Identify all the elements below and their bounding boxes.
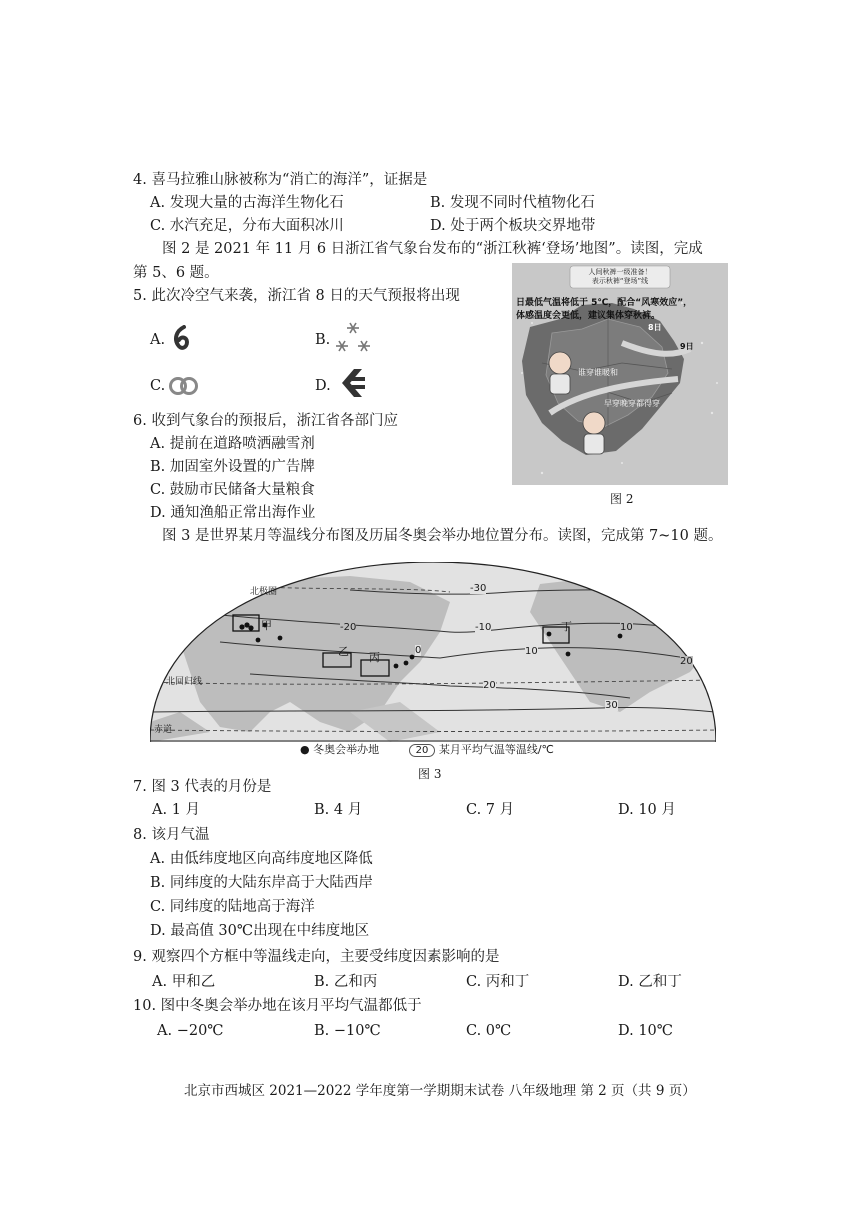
q7-option-a: A. 1 月 bbox=[152, 802, 201, 818]
q8-stem: 8. 该月气温 bbox=[133, 827, 210, 843]
snow-icon bbox=[332, 320, 374, 354]
q8-option-c: C. 同纬度的陆地高于海洋 bbox=[150, 899, 315, 915]
fig2-intro-line1: 图 2 是 2021 年 11 月 6 日浙江省气象台发布的“浙江秋裤‘登场’地图”。读图，完成 bbox=[162, 241, 703, 257]
legend-isotherm-sample: 20 bbox=[409, 744, 436, 757]
q10-option-b: B. −10℃ bbox=[314, 1023, 381, 1039]
arctic-circle-label: 北极圈 bbox=[250, 587, 278, 597]
q9-option-c: C. 丙和丁 bbox=[466, 974, 530, 990]
world-isotherm-map bbox=[150, 562, 716, 742]
fig2-banner-legend: 表示秋裤“登场”线 bbox=[591, 277, 649, 285]
q7-option-b: B. 4 月 bbox=[314, 802, 363, 818]
fig3-caption: 图 3 bbox=[418, 767, 442, 781]
q7-stem: 7. 图 3 代表的月份是 bbox=[133, 779, 272, 795]
q4-option-d: D. 处于两个板块交界地带 bbox=[430, 218, 596, 234]
q6-option-a: A. 提前在道路喷洒融雪剂 bbox=[150, 436, 315, 452]
q4-option-a: A. 发现大量的古海洋生物化石 bbox=[150, 195, 344, 211]
legend-olympic-sites: ● 冬奥会举办地 bbox=[300, 743, 380, 756]
q5-option-c: C. bbox=[150, 378, 166, 394]
fig2-day9: 9日 bbox=[680, 342, 694, 351]
q5-option-b: B. bbox=[315, 332, 331, 348]
isotherm-label: 20 bbox=[680, 656, 693, 667]
q6-option-c: C. 鼓励市民储备大量粮食 bbox=[150, 482, 315, 498]
equator-label: 赤道 bbox=[154, 725, 173, 735]
isotherm-label: 30 bbox=[605, 700, 618, 711]
isotherm-label: -20 bbox=[340, 622, 357, 633]
fig3-box-yi: 乙 bbox=[338, 645, 349, 658]
q7-option-c: C. 7 月 bbox=[466, 802, 515, 818]
fig3-box-jia: 甲 bbox=[261, 619, 272, 632]
q5-stem: 5. 此次冷空气来袭，浙江省 8 日的天气预报将出现 bbox=[133, 288, 460, 304]
wind-icon bbox=[340, 367, 366, 399]
fig2-day8: 8日 bbox=[648, 323, 662, 332]
q4-option-c: C. 水汽充足，分布大面积冰川 bbox=[150, 218, 344, 234]
haze-icon bbox=[168, 376, 200, 396]
q5-option-d: D. bbox=[315, 378, 331, 394]
q10-option-c: C. 0℃ bbox=[466, 1023, 512, 1039]
q7-option-d: D. 10 月 bbox=[618, 802, 676, 818]
fig3-map bbox=[150, 562, 716, 742]
fig3-box-ding: 丁 bbox=[561, 620, 572, 633]
fig2-intro-line2: 第 5、6 题。 bbox=[133, 265, 219, 281]
page-footer: 北京市西城区 2021—2022 学年度第一学期期末试卷 八年级地理 第 2 页（共 9 页） bbox=[184, 1083, 696, 1099]
fig2-caption: 图 2 bbox=[610, 492, 634, 506]
q10-option-d: D. 10℃ bbox=[618, 1023, 673, 1039]
q6-stem: 6. 收到气象台的预报后，浙江省各部门应 bbox=[133, 413, 398, 429]
q9-option-a: A. 甲和乙 bbox=[152, 974, 216, 990]
q6-option-d: D. 通知渔船正常出海作业 bbox=[150, 505, 316, 521]
q10-option-a: A. −20℃ bbox=[157, 1023, 224, 1039]
q5-option-a: A. bbox=[150, 332, 166, 348]
q8-option-b: B. 同纬度的大陆东岸高于大陆西岸 bbox=[150, 875, 373, 891]
isotherm-label: 10 bbox=[525, 646, 538, 657]
q8-option-d: D. 最高值 30℃出现在中纬度地区 bbox=[150, 923, 370, 939]
fig2-banner-title: 人间秋裤一级准备！ bbox=[588, 268, 652, 276]
fig2-map bbox=[512, 263, 728, 485]
q4-option-b: B. 发现不同时代植物化石 bbox=[430, 195, 595, 211]
q6-option-b: B. 加固室外设置的广告牌 bbox=[150, 459, 315, 475]
isotherm-label: -30 bbox=[470, 583, 487, 594]
fig3-box-bing: 丙 bbox=[369, 651, 380, 664]
q9-stem: 9. 观察四个方框中等温线走向，主要受纬度因素影响的是 bbox=[133, 949, 500, 965]
fig2-label-warm: 谁穿谁暖和 bbox=[578, 368, 618, 377]
typhoon-icon bbox=[172, 325, 190, 353]
q4-stem: 4. 喜马拉雅山脉被称为“消亡的海洋”，证据是 bbox=[133, 172, 428, 188]
isotherm-label: 0 bbox=[415, 645, 422, 656]
isotherm-label: 10 bbox=[620, 622, 633, 633]
fig2-note-line2: 体感温度会更低，建议集体穿秋裤。 bbox=[516, 311, 661, 321]
fig2-note-line1: 日最低气温将低于 5℃，配合“风寒效应”， bbox=[516, 298, 693, 308]
q9-option-b: B. 乙和丙 bbox=[314, 974, 378, 990]
tropic-label: 北回归线 bbox=[166, 677, 203, 687]
legend-isotherm-label: 某月平均气温等温线/℃ bbox=[438, 743, 554, 756]
q9-option-d: D. 乙和丁 bbox=[618, 974, 682, 990]
isotherm-label: 20 bbox=[483, 680, 496, 691]
fig3-legend bbox=[300, 741, 554, 757]
fig2-label-all: 早穿晚穿都得穿 bbox=[604, 399, 660, 408]
q10-stem: 10. 图中冬奥会举办地在该月平均气温都低于 bbox=[133, 998, 422, 1014]
fig3-intro: 图 3 是世界某月等温线分布图及历届冬奥会举办地位置分布。读图，完成第 7~10 题。 bbox=[162, 528, 723, 544]
q8-option-a: A. 由低纬度地区向高纬度地区降低 bbox=[150, 851, 373, 867]
isotherm-label: -10 bbox=[475, 622, 492, 633]
